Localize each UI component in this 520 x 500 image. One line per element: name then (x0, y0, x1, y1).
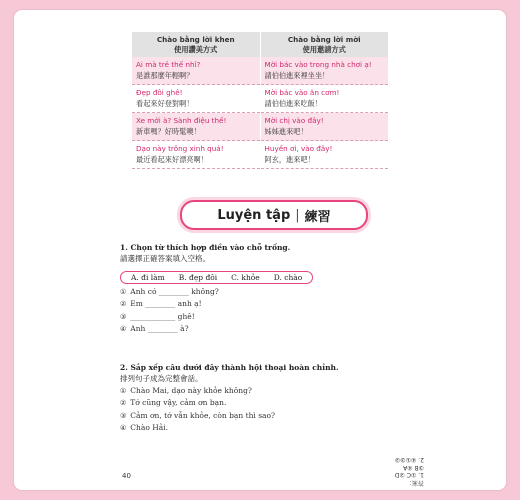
exercise-line: ③ Cảm ơn, tớ vẫn khỏe, còn bạn thì sao? (120, 410, 276, 420)
option-d: D. chào (273, 273, 303, 283)
option-b: B. đẹp đôi (178, 273, 218, 283)
table-row (132, 57, 388, 84)
exercise-line: ② Em ________ anh ạ! (120, 299, 202, 309)
header-praise: Chào bằng lời khen 使用讚美方式 (132, 32, 260, 57)
table-cell: Huyền ơi, vào đây! 阿玄，進來吧！ (260, 141, 388, 169)
table-row (132, 85, 388, 113)
table-row (132, 113, 388, 141)
page-number: 40 (122, 472, 131, 480)
table-cell: Ai mà trẻ thế nhỉ? 是誰那麼年輕啊？ (132, 57, 260, 84)
header-invite: Chào bằng lời mời 使用邀請方式 (260, 32, 388, 57)
question-title: 1. Chọn từ thích hợp điền vào chỗ trống. (120, 243, 291, 252)
table-cell: Mời bác vào trong nhà chơi ạ! 請伯伯進來裡坐坐！ (260, 57, 388, 84)
exercise-line: ① Anh có ________ không? (120, 287, 219, 297)
table-cell: Dạo này trông xinh quá! 最近看起來好漂亮啊！ (132, 141, 260, 169)
answer-options (120, 271, 313, 284)
option-c: C. khỏe (231, 273, 260, 283)
exercise-line: ② Tớ cũng vậy, cảm ơn bạn. (120, 398, 227, 408)
question-2 (120, 362, 339, 434)
greeting-table (132, 32, 388, 169)
option-a: A. đi làm (131, 273, 165, 283)
question-subtitle: 請選擇正確答案填入空格。 (120, 254, 210, 264)
table-cell: Xe mới à? Sành điệu thế! 新車嗎？好時髦噢！ (132, 113, 260, 141)
exercise-line: ④ Chào Hải. (120, 422, 169, 432)
exercise-line: ③ ____________ ghê! (120, 311, 195, 321)
exercise-line: ① Chào Mai, dạo này khỏe không? (120, 386, 252, 396)
table-row (132, 141, 388, 169)
exercise-line: ④ Anh ________ à? (120, 323, 189, 333)
question-subtitle: 排列句子成為完整會話。 (120, 374, 203, 384)
answer-key: 答案： 1. ①C ②D ③B ④A 2. ④①③② (394, 456, 424, 486)
book-page (14, 10, 506, 490)
question-title: 2. Sắp xếp câu dưới đây thành hội thoại hoàn chỉnh. (120, 363, 339, 372)
table-cell: Mời chị vào đây! 姊姊進來吧！ (260, 113, 388, 141)
table-cell: Mời bác vào ăn cơm! 請伯伯進來吃飯！ (260, 85, 388, 113)
practice-heading: Luyện tập | 練習 (180, 200, 368, 230)
question-1 (120, 242, 313, 335)
table-cell: Đẹp đôi ghê! 看起來好登對啊！ (132, 85, 260, 113)
